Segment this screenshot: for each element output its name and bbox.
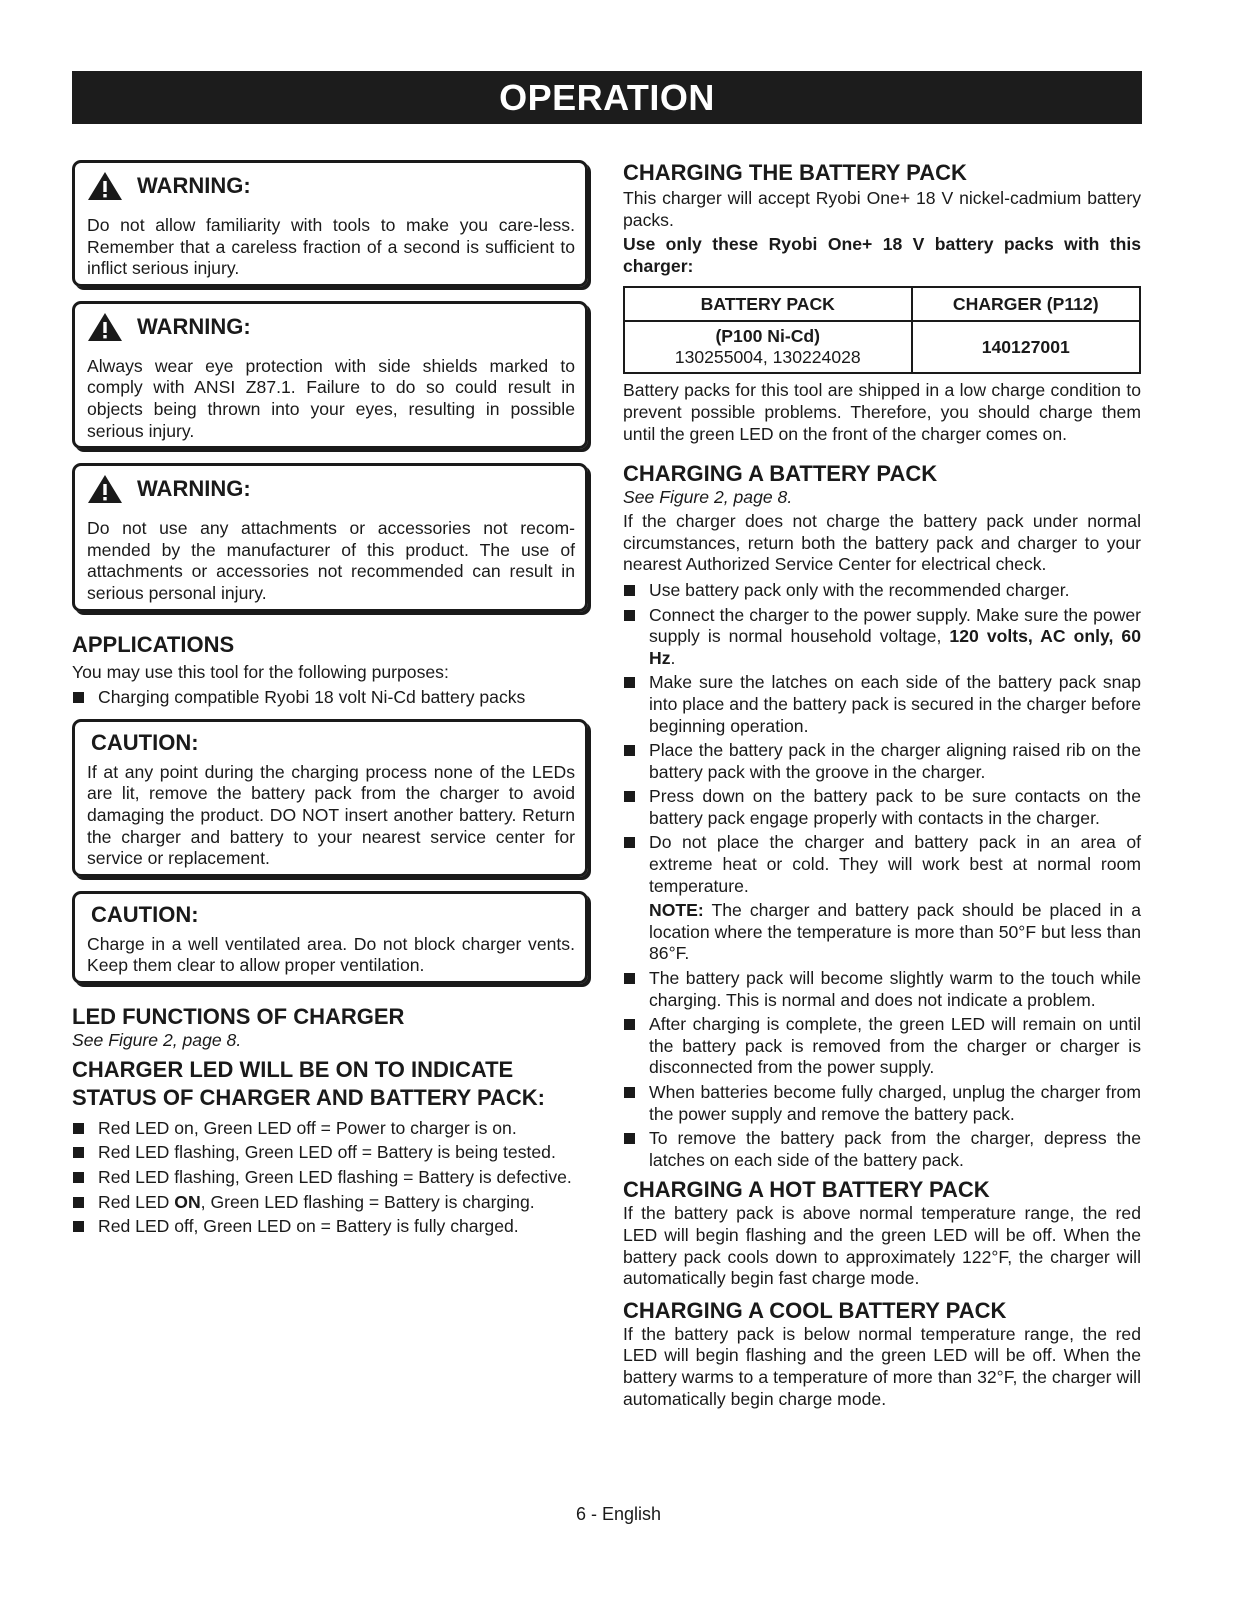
warning-text: Do not use any attachments or accessories not recom-mended by the manufacturer of this product. The use of attachments or accessories not recommended can result in serious personal injury. xyxy=(87,518,575,603)
caution-title: CAUTION: xyxy=(91,901,199,927)
list-item: To remove the battery pack from the charger, depress the latches on each side of the battery pack. xyxy=(623,1128,1141,1171)
hot-battery-heading: CHARGING A HOT BATTERY PACK xyxy=(623,1177,990,1203)
charging-requirement: Use only these Ryobi One+ 18 V battery packs with this charger: xyxy=(623,234,1141,276)
list-item: Red LED off, Green LED on = Battery is fully charged. xyxy=(72,1216,588,1238)
square-bullet-icon xyxy=(73,1172,84,1183)
square-bullet-icon xyxy=(624,677,635,688)
square-bullet-icon xyxy=(624,973,635,984)
led-functions-section xyxy=(72,1004,588,1238)
list-item: The battery pack will become slightly warm to the touch while charging. This is normal and does not indicate a problem. xyxy=(623,968,1141,1011)
led-status-list xyxy=(72,1118,588,1238)
applications-list xyxy=(72,687,588,709)
list-item: Use battery pack only with the recommended charger. xyxy=(623,580,1141,602)
square-bullet-icon xyxy=(73,692,84,703)
warning-text: Do not allow familiarity with tools to make you care-less. Remember that a careless fraction of a second is sufficient to inflict serious injury. xyxy=(87,215,575,279)
applications-heading: APPLICATIONS xyxy=(72,631,235,657)
cool-battery-heading: CHARGING A COOL BATTERY PACK xyxy=(623,1297,1007,1323)
service-note: If the charger does not charge the battery pack under normal circumstances, return both the battery pack and charger to your nearest Authorized Service Center for electrical check. xyxy=(623,511,1141,575)
square-bullet-icon xyxy=(73,1197,84,1208)
square-bullet-icon xyxy=(624,745,635,756)
cool-battery-section xyxy=(623,1298,1141,1410)
led-status-heading-line1: CHARGER LED WILL BE ON TO INDICATE xyxy=(72,1056,514,1082)
table-header-battery-pack: BATTERY PACK xyxy=(624,287,912,321)
warning-triangle-icon xyxy=(87,171,123,201)
pack-name: (P100 Ni-Cd) xyxy=(715,326,821,347)
hot-battery-section xyxy=(623,1177,1141,1289)
list-item: Red LED ON, Green LED flashing = Battery is charging. xyxy=(72,1192,588,1214)
warning-box-3 xyxy=(72,463,588,611)
list-item: Make sure the latches on each side of the battery pack snap into place and the battery pack is secured in the charger before beginning operation. xyxy=(623,672,1141,737)
charging-intro: This charger will accept Ryobi One+ 18 V nickel-cadmium battery packs. xyxy=(623,188,1141,230)
cool-battery-text: If the battery pack is below normal temperature range, the red LED will begin flashing and the green LED will be off. When the battery warms to a temperature of more than 32°F, the charger will automatically begin charge mode. xyxy=(623,1323,1141,1409)
charging-a-battery-heading: CHARGING A BATTERY PACK xyxy=(623,461,938,487)
caution-text: If at any point during the charging process none of the LEDs are lit, remove the battery pack from the charger to avoid damaging the product. DO NOT insert another battery. Return the charger and battery to your nearest service center for service or replacement. xyxy=(87,761,575,869)
list-item: Red LED on, Green LED off = Power to charger is on. xyxy=(72,1118,588,1140)
list-item: Do not place the charger and battery pack in an area of extreme heat or cold. They will work best at normal room temperature. xyxy=(623,832,1141,897)
applications-intro: You may use this tool for the following purposes: xyxy=(72,661,449,682)
table-header-charger: CHARGER (P112) xyxy=(912,287,1141,321)
page-footer: 6 - English xyxy=(575,1504,662,1524)
pack-numbers: 130255004, 130224028 xyxy=(674,347,861,368)
warning-title xyxy=(87,312,575,342)
warning-box-2 xyxy=(72,301,588,449)
charging-steps-list-continued xyxy=(623,968,1141,1171)
caution-text: Charge in a well ventilated area. Do not block charger vents. Keep them clear to allow proper ventilation. xyxy=(87,933,575,976)
square-bullet-icon xyxy=(624,1133,635,1144)
list-item: Place the battery pack in the charger aligning raised rib on the battery pack with the groove in the charger. xyxy=(623,740,1141,783)
temperature-note: NOTE: The charger and battery pack should be placed in a location where the temperature is more than 50°F but less than 86°F. xyxy=(649,900,1141,964)
list-item: Red LED flashing, Green LED off = Battery is being tested. xyxy=(72,1142,588,1164)
charging-steps-list xyxy=(623,580,1141,897)
square-bullet-icon xyxy=(73,1123,84,1134)
right-column xyxy=(623,160,1141,1410)
list-item: Red LED flashing, Green LED flashing = Battery is defective. xyxy=(72,1167,588,1189)
table-cell-battery-pack xyxy=(624,321,912,373)
square-bullet-icon xyxy=(73,1147,84,1158)
list-item: Connect the charger to the power supply. Make sure the power supply is normal household voltage, 120 volts, AC only, 60 Hz. xyxy=(623,605,1141,670)
charging-a-battery-section xyxy=(623,461,1141,1171)
square-bullet-icon xyxy=(624,610,635,621)
left-column xyxy=(72,160,588,1241)
charging-the-battery-section xyxy=(623,160,1141,445)
warning-title xyxy=(87,171,575,201)
low-charge-note: Battery packs for this tool are shipped in a low charge condition to prevent possible problems. Therefore, you should charge them until the green LED on the front of the charger comes on. xyxy=(623,380,1141,444)
square-bullet-icon xyxy=(624,585,635,596)
section-banner: OPERATION xyxy=(72,71,1142,124)
charging-the-battery-heading: CHARGING THE BATTERY PACK xyxy=(623,160,967,185)
square-bullet-icon xyxy=(624,791,635,802)
caution-box-2 xyxy=(72,891,588,984)
list-item: Press down on the battery pack to be sure contacts on the battery pack engage properly with contacts in the charger. xyxy=(623,786,1141,829)
warning-label: WARNING: xyxy=(137,313,251,339)
applications-section xyxy=(72,632,588,709)
warning-title xyxy=(87,474,575,504)
square-bullet-icon xyxy=(624,837,635,848)
square-bullet-icon xyxy=(73,1221,84,1232)
square-bullet-icon xyxy=(624,1087,635,1098)
hot-battery-text: If the battery pack is above normal temperature range, the red LED will begin flashing and the green LED will be off. When the battery pack cools down to approximately 122°F, the charger will automatically begin fast charge mode. xyxy=(623,1203,1141,1289)
warning-label: WARNING: xyxy=(137,476,251,502)
battery-pack-table xyxy=(623,286,1141,374)
caution-box-1 xyxy=(72,719,588,877)
list-item: After charging is complete, the green LED will remain on until the battery pack is removed from the charger or charger is disconnected from the power supply. xyxy=(623,1014,1141,1079)
figure-reference: See Figure 2, page 8. xyxy=(72,1029,242,1050)
table-cell-charger: 140127001 xyxy=(912,321,1141,373)
warning-triangle-icon xyxy=(87,474,123,504)
warning-box-1 xyxy=(72,160,588,287)
led-status-heading-line2: STATUS OF CHARGER AND BATTERY PACK: xyxy=(72,1084,545,1110)
warning-triangle-icon xyxy=(87,312,123,342)
list-item: Charging compatible Ryobi 18 volt Ni-Cd battery packs xyxy=(72,687,588,709)
warning-text: Always wear eye protection with side shields marked to comply with ANSI Z87.1. Failure to do so could result in objects being thrown into your eyes, resulting in possible serious injury. xyxy=(87,355,575,441)
caution-title: CAUTION: xyxy=(91,729,199,755)
list-item: When batteries become fully charged, unplug the charger from the power supply and remove the battery pack. xyxy=(623,1082,1141,1125)
warning-label: WARNING: xyxy=(137,173,251,198)
square-bullet-icon xyxy=(624,1019,635,1030)
figure-reference: See Figure 2, page 8. xyxy=(623,487,793,508)
led-functions-heading: LED FUNCTIONS OF CHARGER xyxy=(72,1003,405,1029)
